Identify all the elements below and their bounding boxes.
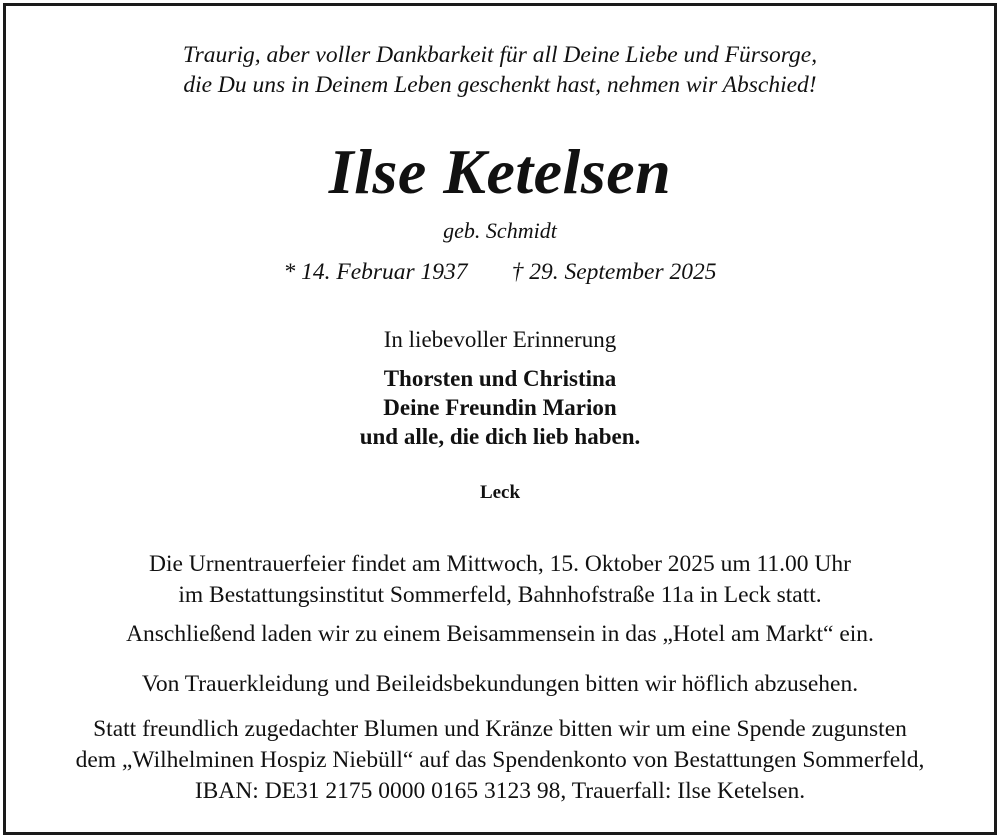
death-date: † 29. September 2025 bbox=[511, 259, 717, 285]
intro-line: Traurig, aber voller Dankbarkeit für all Deine Liebe und Fürsorge, bbox=[182, 42, 818, 68]
memorial-line: In liebevoller Erinnerung bbox=[383, 327, 617, 352]
birth-date: * 14. Februar 1937 bbox=[283, 259, 468, 285]
ceremony-line: im Bestattungsinstitut Sommerfeld, Bahnhofstraße 11a in Leck statt. bbox=[178, 582, 822, 608]
life-dates bbox=[0, 257, 1000, 287]
mourner-line: und alle, die dich lieb haben. bbox=[359, 424, 641, 449]
intro-text bbox=[0, 40, 1000, 100]
gathering-line: Anschließend laden wir zu einem Beisammensein in das „Hotel am Markt“ ein. bbox=[126, 621, 874, 647]
mourner-line: Thorsten und Christina bbox=[383, 366, 617, 391]
gathering-info bbox=[0, 619, 1000, 650]
mourner-line: Deine Freundin Marion bbox=[383, 395, 617, 420]
deceased-name: Ilse Ketelsen bbox=[328, 136, 672, 207]
donation-line: Statt freundlich zugedachter Blumen und Kränze bitten wir um eine Spende zugunsten bbox=[93, 716, 907, 742]
donation-line: dem „Wilhelminen Hospiz Niebüll“ auf das Spendenkonto von Bestattungen Sommerfeld, bbox=[75, 747, 925, 773]
ceremony-info bbox=[0, 549, 1000, 611]
condolence-request bbox=[0, 669, 1000, 700]
mourners-list bbox=[0, 364, 1000, 451]
intro-line: die Du uns in Deinem Leben geschenkt hast, nehmen wir Abschied! bbox=[183, 72, 817, 98]
birth-name: geb. Schmidt bbox=[443, 218, 557, 243]
place-name: Leck bbox=[479, 482, 521, 503]
ceremony-line: Die Urnentrauerfeier findet am Mittwoch, 15. Oktober 2025 um 11.00 Uhr bbox=[149, 551, 851, 577]
donation-info bbox=[0, 714, 1000, 807]
request-line: Von Trauerkleidung und Beileidsbekundungen bitten wir höflich abzusehen. bbox=[141, 671, 859, 697]
donation-line: IBAN: DE31 2175 0000 0165 3123 98, Trauerfall: Ilse Ketelsen. bbox=[194, 778, 806, 804]
